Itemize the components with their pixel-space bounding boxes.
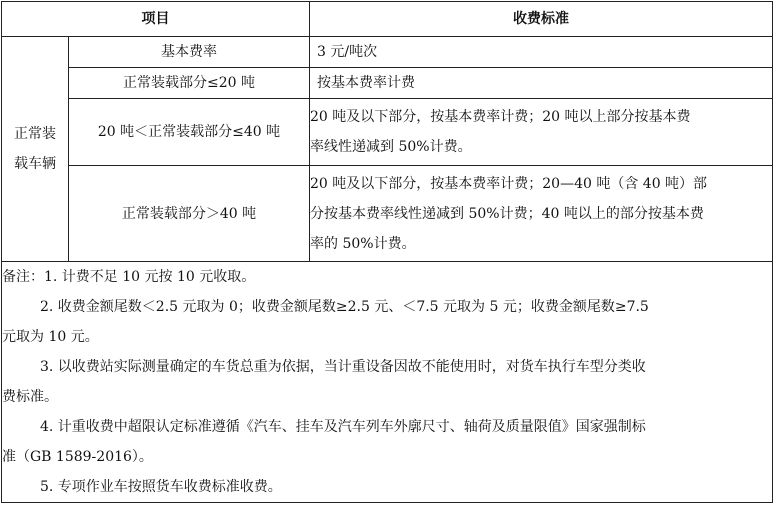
row-standard-line: 率的 50%计费。: [310, 235, 416, 252]
note-line: 5. 专项作业车按照货车收费标准收费。: [40, 479, 282, 495]
note-line: 2. 收费金额尾数＜2.5 元取为 0；收费金额尾数≥2.5 元、＜7.5 元取为 5 元；收费金额尾数≥7.5: [40, 299, 649, 315]
category-label-line1: 正常装: [14, 126, 56, 142]
note-line: 费标准。: [2, 389, 58, 405]
table-row: [2, 99, 773, 166]
note-line: 准（GB 1589-2016）。: [2, 449, 153, 465]
row-standard: 按基本费率计费: [310, 68, 773, 99]
row-item: 20 吨＜正常装载部分≤40 吨: [69, 99, 310, 166]
table-header-row: [2, 2, 773, 37]
category-cell: [2, 37, 69, 262]
row-standard-line: 20 吨及以下部分，按基本费率计费；20 吨以上部分按基本费: [310, 109, 691, 125]
row-standard-line: 20 吨及以下部分，按基本费率计费；20—40 吨（含 40 吨）部: [310, 175, 708, 192]
row-item: 正常装载部分≤20 吨: [69, 68, 310, 99]
row-item: 正常装载部分＞40 吨: [69, 166, 310, 262]
row-standard: [310, 99, 773, 166]
row-standard: [310, 166, 773, 262]
row-standard-line: 率线性递减到 50%计费。: [310, 139, 472, 155]
table-row: [2, 68, 773, 99]
note-line: 备注：1. 计费不足 10 元按 10 元收取。: [2, 269, 256, 285]
fee-standard-table: [1, 1, 773, 503]
table-row: [2, 166, 773, 262]
note-line: 3. 以收费站实际测量确定的车货总重为依据，当计重设备因故不能使用时，对货车执行车型分类收: [40, 359, 646, 375]
row-standard-line: 分按基本费率线性递减到 50%计费；40 吨以上的部分按基本费: [310, 205, 704, 222]
table-row: [2, 37, 773, 68]
category-label-line2: 载车辆: [14, 156, 56, 172]
note-line: 元取为 10 元。: [2, 329, 99, 345]
note-line: 4. 计重收费中超限认定标准遵循《汽车、挂车及汽车列车外廓尺寸、轴荷及质量限值》国家强制标: [40, 419, 646, 435]
header-item: 项目: [2, 2, 310, 37]
notes-row: [2, 262, 773, 503]
header-standard: 收费标准: [310, 2, 773, 37]
row-item: 基本费率: [69, 37, 310, 68]
row-standard: 3 元/吨次: [310, 37, 773, 68]
notes-cell: [2, 262, 773, 503]
